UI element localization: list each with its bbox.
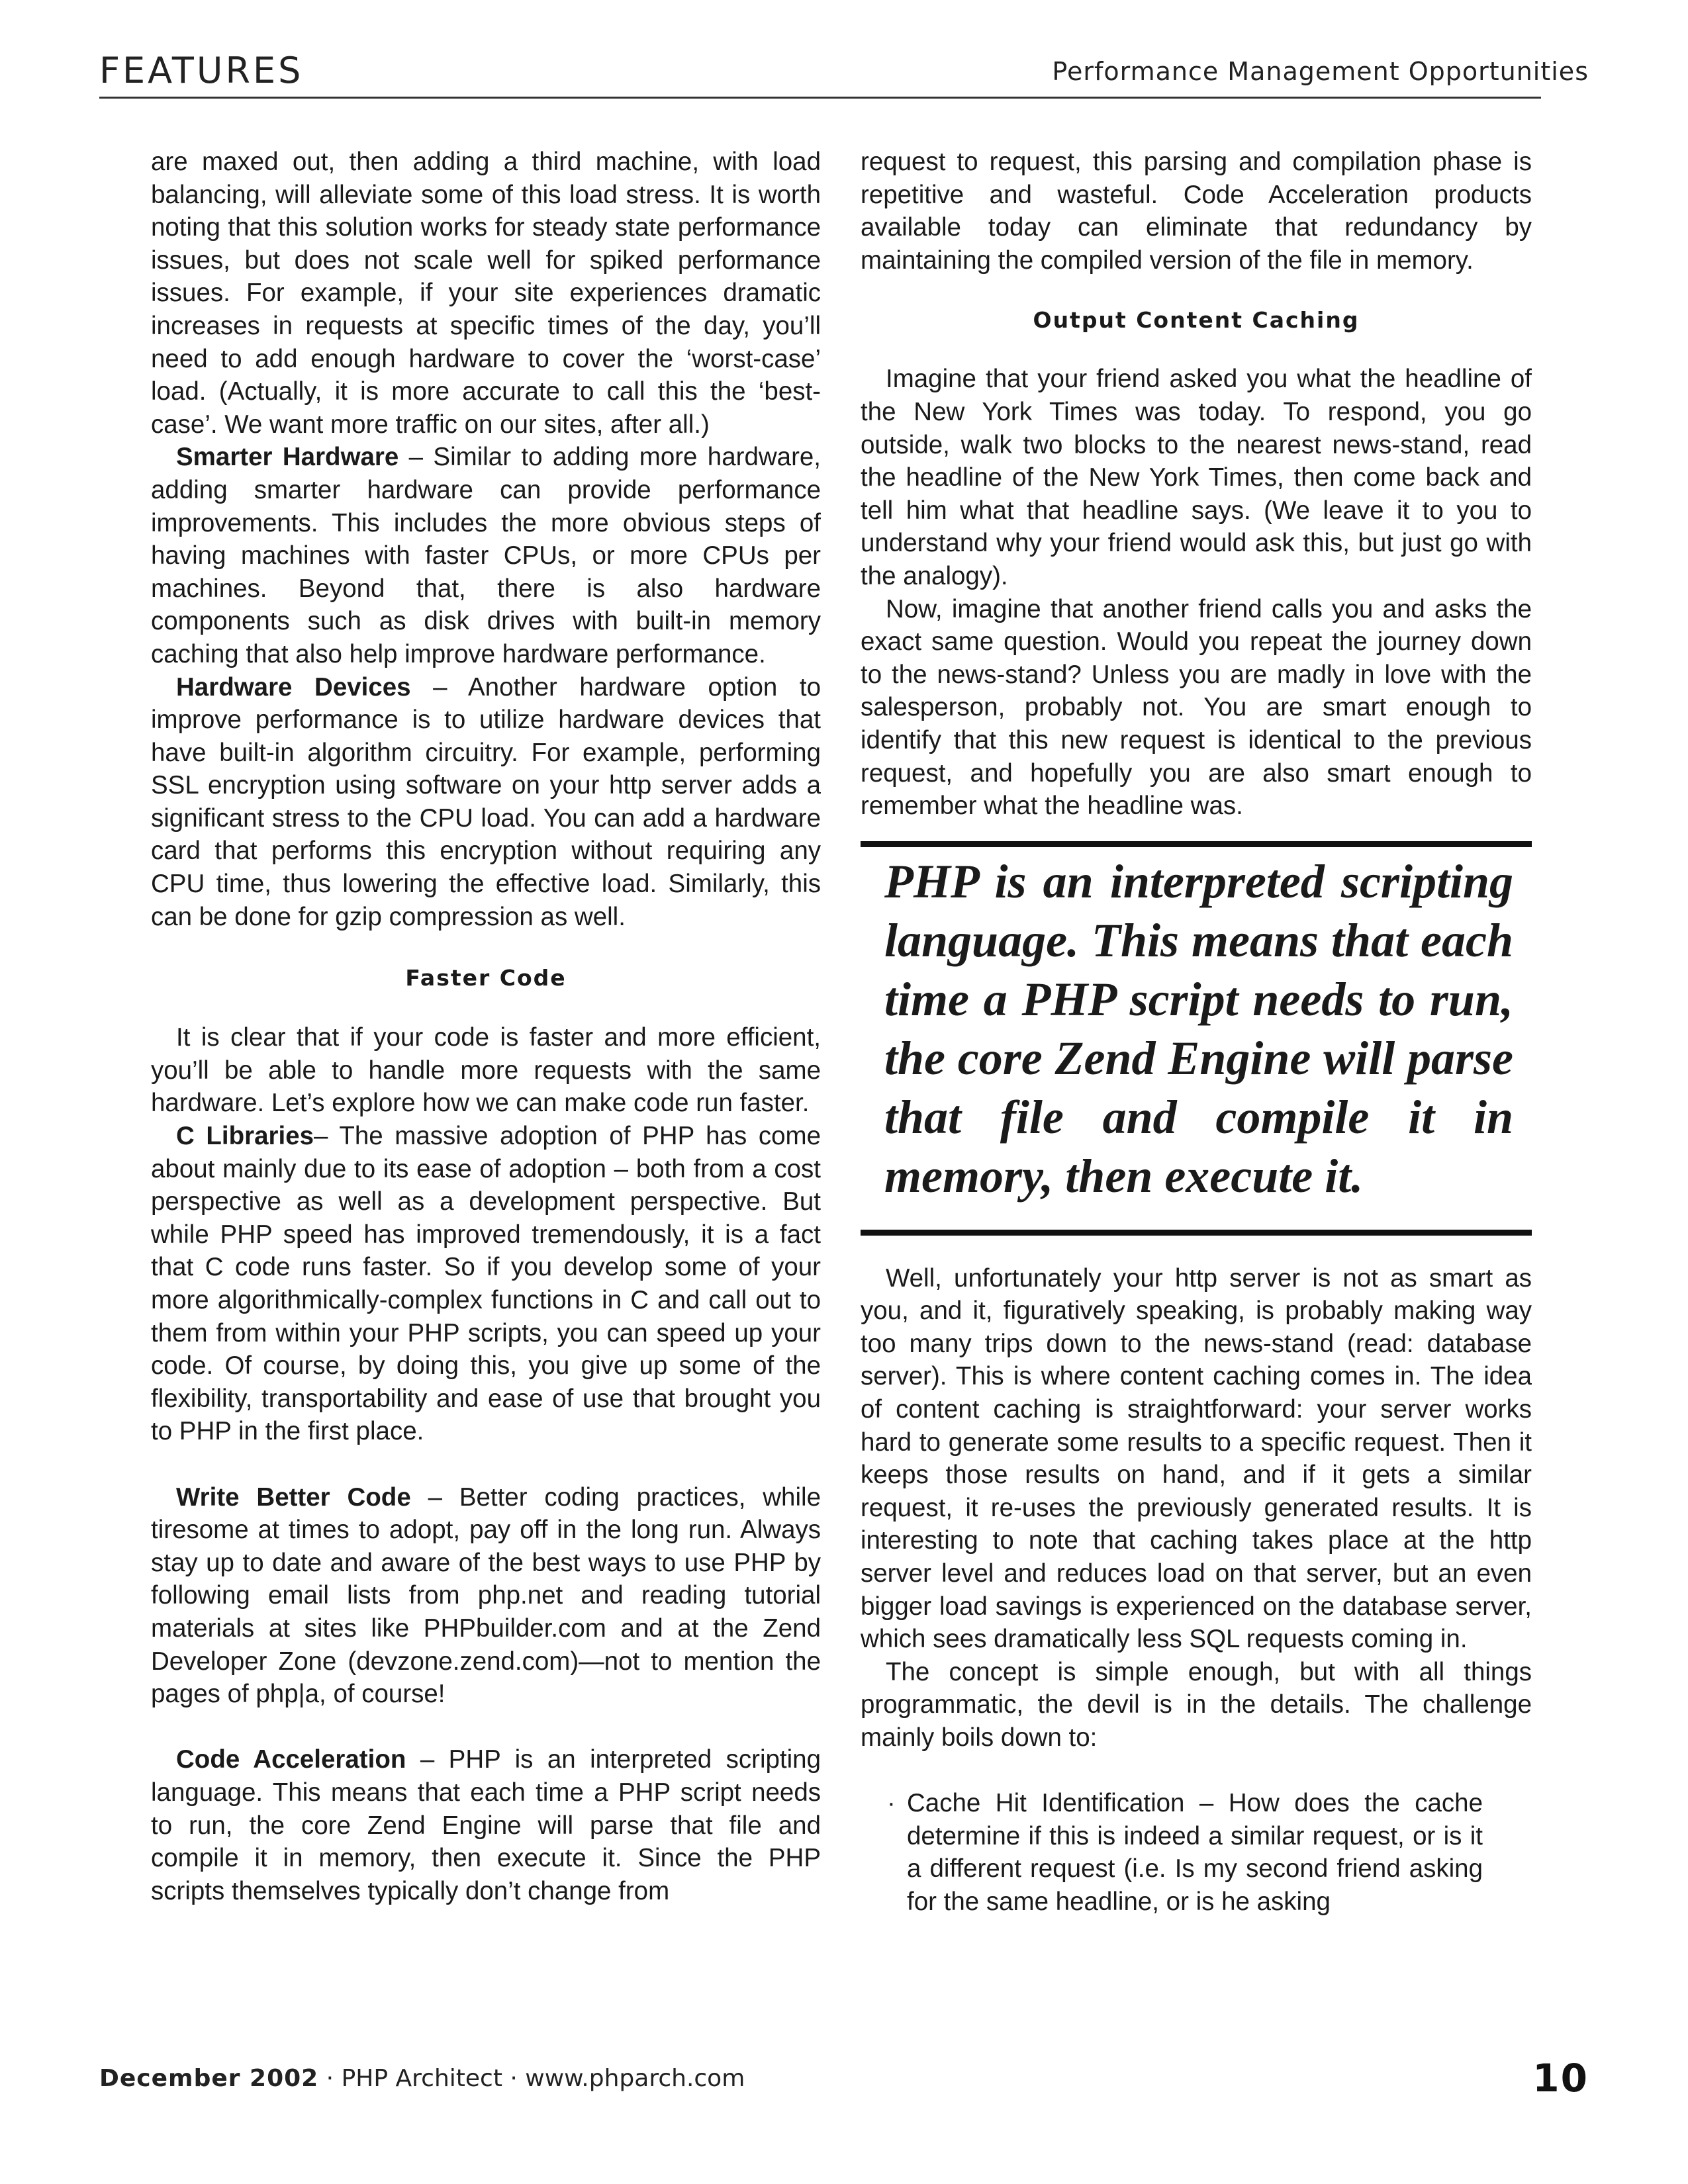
term-hardware-devices: Hardware Devices — [176, 672, 411, 702]
issue-date: December 2002 — [99, 2065, 319, 2092]
term-smarter-hardware: Smarter Hardware — [176, 443, 399, 472]
subheading-output-content-caching: Output Content Caching — [1033, 307, 1360, 334]
bullet-marker: · — [887, 1789, 896, 1818]
publication-name: PHP Architect — [341, 2065, 502, 2092]
paragraph: are maxed out, then adding a third machine, with load balancing, will alleviate some of this load stress. It is worth noting that this solution works for steady state performance issues, but does not scale well for spiked performance issues. For example, if your site experiences dramatic increases in requests at specific times of the day, you’ll need to add enough hardware to cover the ‘worst-case’ load. (Actually, it is more accurate to call this the ‘best-case’. We want more traffic on our sites, after all.) — [151, 148, 821, 439]
footer-info — [99, 2065, 745, 2092]
paragraph: Now, imagine that another friend calls you and asks the exact same question. Would you repeat the journey down to the news-stand? Unless you are madly in love with the salesperson, probably not. You are smart enough to identify that this new request is identical to the previous request, and hopefully you are also smart enough to remember what the headline was. — [861, 594, 1532, 821]
paragraph-text: – The massive adoption of PHP has come about mainly due to its ease of adoption – both from a cost perspective as well as a development perspective. But while PHP speed has improved tremendously, it is a fact that C code runs faster. So if you develop some of your more algorithmically-complex functions in C and call out to them from within your PHP scripts, you can speed up your code. Of course, by doing this, you give up some of the flexibility, transportability and ease of use that brought you to PHP in the first place. — [151, 1122, 821, 1446]
paragraph-c-libraries — [151, 1120, 821, 1448]
paragraph-text: – PHP is an interpreted scripting language. This means that each time a PHP script needs to run, the core Zend Engine will parse that file and compile it in memory, then execute it. Since the PHP scripts themselves typically don’t change from — [151, 1745, 821, 1905]
paragraph-code-acceleration — [151, 1743, 821, 1907]
subheading-faster-code: Faster Code — [405, 965, 567, 991]
header-divider — [99, 97, 1541, 99]
website-url: www.phparch.com — [525, 2065, 745, 2092]
left-column — [151, 146, 821, 1907]
paragraph: Well, unfortunately your http server is not as smart as you, and it, figuratively speaking, is probably making way too many trips down to the news-stand (read: database server). This is where content caching comes in. The idea of content caching is straightforward: your server works hard to generate some results to a specific request. Then it keeps those results on hand, and if it gets a similar request, it re-uses the previously generated results. It is interesting to note that caching takes place at the http server level and reduces load on that server, but an even bigger load savings is experienced on the database server, which sees dramatically less SQL requests coming in. — [861, 1263, 1532, 1654]
article-title: Performance Management Opportunities — [1052, 57, 1589, 86]
separator: · — [502, 2065, 526, 2092]
pull-quote: PHP is an interpreted scripting language. This means that each time a PHP script needs to run, the core Zend Engine will parse that file and compile it in memory, then execute it. — [861, 841, 1532, 1236]
paragraph-smarter-hardware — [151, 441, 821, 670]
paragraph-text: – Better coding practices, while tiresome at times to adopt, pay off in the long run. Always stay up to date and aware of the best ways to use PHP by following email lists from php.net and reading tutorial materials at sites like PHPbuilder.com and at the Zend Developer Zone (devzone.zend.com)—not to mention the pages of php|a, of course! — [151, 1482, 821, 1709]
paragraph: Imagine that your friend asked you what the headline of the New York Times was today. To respond, you go outside, walk two blocks to the nearest news-stand, read the headline of the New York Times, then come back and tell him what that headline says. (We leave it to you to understand why your friend would ask this, but just go with the analogy). — [861, 365, 1532, 590]
paragraph: The concept is simple enough, but with all things programmatic, the devil is in the details. The challenge mainly boils down to: — [861, 1657, 1532, 1752]
paragraph-text: – Similar to adding more hardware, adding smarter hardware can provide performance improvements. This includes the more obvious steps of having machines with faster CPUs, or more CPUs per machines. Beyond that, there is also hardware components such as disk drives with built-in memory caching that also help improve hardware performance. — [151, 443, 821, 668]
term-c-libraries: C Libraries — [176, 1122, 314, 1151]
page-number: 10 — [1532, 2056, 1589, 2101]
term-code-acceleration: Code Acceleration — [176, 1745, 406, 1774]
separator: · — [318, 2065, 342, 2092]
paragraph: request to request, this parsing and compilation phase is repetitive and wasteful. Code Acceleration products available today can eliminate that redundancy by maintaining the compiled version of the file in memory. — [861, 148, 1532, 275]
section-label: FEATURES — [99, 50, 304, 91]
term-write-better-code: Write Better Code — [176, 1482, 411, 1512]
paragraph-hardware-devices — [151, 671, 821, 934]
list-item-text: Cache Hit Identification – How does the cache determine if this is indeed a similar request, or is it a different request (i.e. Is my second friend asking for the same headline, or is he asking — [907, 1789, 1483, 1916]
paragraph-text: – Another hardware option to improve performance is to utilize hardware devices that have built-in algorithm circuitry. For example, performing SSL encryption using software on your http server adds a significant stress to the CPU load. You can add a hardware card that performs this encryption without requiring any CPU time, thus lowering the effective load. Similarly, this can be done for gzip compression as well. — [151, 672, 821, 931]
right-column — [861, 146, 1532, 1919]
paragraph-write-better-code — [151, 1481, 821, 1711]
list-item — [887, 1787, 1483, 1918]
paragraph: It is clear that if your code is faster and more efficient, you’ll be able to handle more requests with the same hardware. Let’s explore how we can make code run faster. — [151, 1023, 821, 1118]
